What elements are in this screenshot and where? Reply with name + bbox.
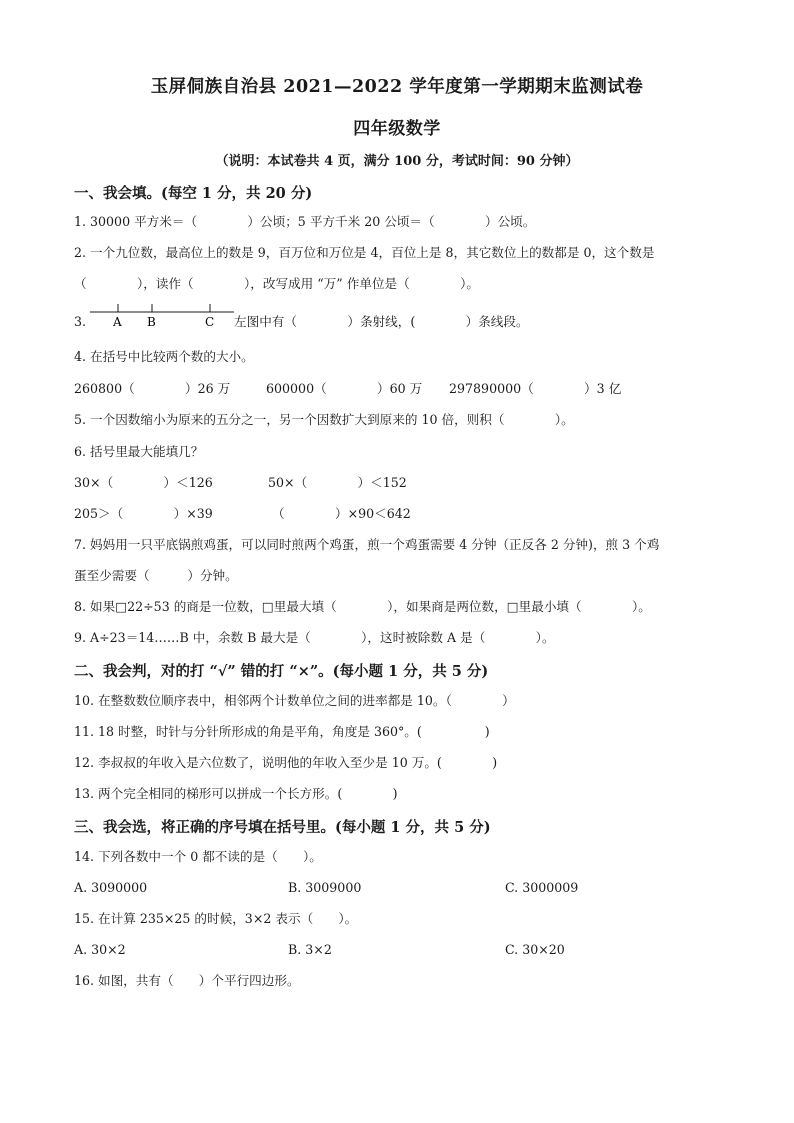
question-14-option-a: A. 3090000 (74, 880, 148, 895)
question-1: 1. 30000 平方米＝（ ）公顷；5 平方千米 20 公顷＝（ ）公顷。 (74, 214, 536, 229)
question-6-item-1: 30×（ ）＜126 (74, 475, 213, 490)
ray-diagram (88, 298, 238, 328)
point-a-label: A (113, 315, 122, 328)
question-15-option-b: B. 3×2 (288, 942, 332, 957)
question-14: 14. 下列各数中一个 0 都不读的是（ ）。 (74, 849, 322, 864)
question-4-item-3: 297890000（ ）3 亿 (449, 381, 622, 396)
exam-title: 玉屏侗族自治县 2021—2022 学年度第一学期期末监测试卷 (150, 77, 644, 97)
question-7-line-1: 7. 妈妈用一只平底锅煎鸡蛋，可以同时煎两个鸡蛋，煎一个鸡蛋需要 4 分钟（正反各 2 分钟)，煎 3 个鸡 (74, 537, 660, 552)
question-15: 15. 在计算 235×25 的时候，3×2 表示（ ）。 (74, 911, 358, 926)
question-3-text: 左图中有（ ）条射线，( ）条线段。 (234, 314, 529, 329)
question-16: 16. 如图，共有（ ）个平行四边形。 (74, 973, 300, 988)
point-b-label: B (147, 315, 156, 328)
question-6-title: 6. 括号里最大能填几？ (74, 444, 204, 459)
question-15-option-a: A. 30×2 (74, 942, 126, 957)
question-6-item-4: （ ）×90＜642 (272, 506, 411, 521)
question-2-line-2: （ ），读作（ ），改写成用 “万” 作单位是（ ）。 (74, 276, 479, 291)
exam-subtitle: 四年级数学 (353, 119, 441, 139)
question-6-item-3: 205＞（ ）×39 (74, 506, 213, 521)
question-15-option-c: C. 30×20 (505, 942, 565, 957)
question-7-line-2: 蛋至少需要（ ）分钟。 (74, 568, 238, 583)
question-9: 9. A÷23＝14……B 中，余数 B 最大是（ ），这时被除数 A 是（ ）。 (74, 630, 555, 645)
question-6-item-2: 50×（ ）＜152 (268, 475, 407, 490)
question-4-title: 4. 在括号中比较两个数的大小。 (74, 349, 254, 364)
question-13: 13. 两个完全相同的梯形可以拼成一个长方形。( ) (74, 786, 398, 801)
section-1-title: 一、我会填。(每空 1 分，共 20 分) (74, 185, 313, 202)
question-4-item-2: 600000（ ）60 万 (266, 381, 423, 396)
question-12: 12. 李叔叔的年收入是六位数了，说明他的年收入至少是 10 万。( ) (74, 755, 498, 770)
question-10: 10. 在整数数位顺序表中，相邻两个计数单位之间的进率都是 10。（ ） (74, 693, 515, 708)
question-4-item-1: 260800（ ）26 万 (74, 381, 231, 396)
question-11: 11. 18 时整，时针与分针所形成的角是平角，角度是 360°。( ) (74, 724, 490, 739)
question-3-number: 3. (74, 314, 87, 329)
section-2-title: 二、我会判，对的打 “√” 错的打 “×”。(每小题 1 分，共 5 分) (74, 663, 489, 680)
question-2-line-1: 2. 一个九位数，最高位上的数是 9，百万位和万位是 4，百位上是 8，其它数位上的数都是 0，这个数是 (74, 245, 655, 260)
question-5: 5. 一个因数缩小为原来的五分之一，另一个因数扩大到原来的 10 倍，则积（ ）。 (74, 412, 574, 427)
question-14-option-c: C. 3000009 (505, 880, 579, 895)
exam-note: （说明：本试卷共 4 页，满分 100 分，考试时间：90 分钟） (215, 154, 579, 169)
question-8: 8. 如果□22÷53 的商是一位数，□里最大填（ ），如果商是两位数，□里最小填（ ）。 (74, 599, 651, 614)
section-3-title: 三、我会选，将正确的序号填在括号里。(每小题 1 分，共 5 分) (74, 819, 491, 836)
question-14-option-b: B. 3009000 (288, 880, 362, 895)
point-c-label: C (205, 315, 215, 328)
